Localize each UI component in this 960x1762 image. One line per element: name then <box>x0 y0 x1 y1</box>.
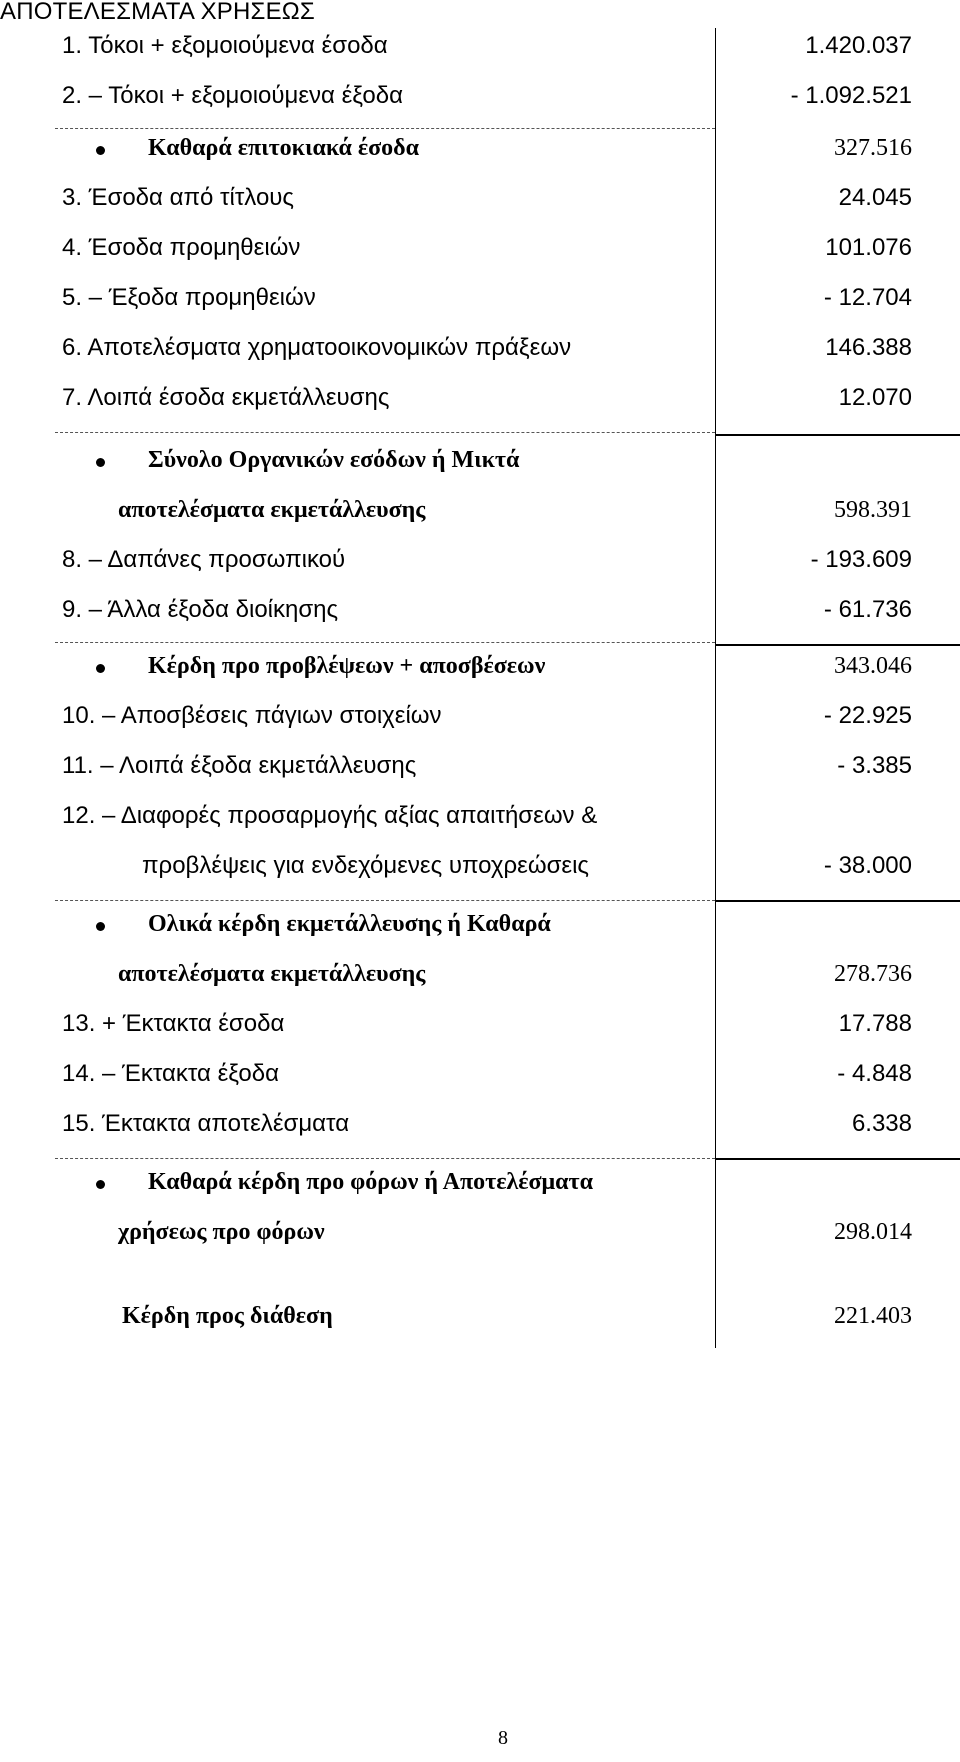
total-rule <box>715 1158 960 1160</box>
bullet-icon <box>96 922 105 931</box>
row-label: Κέρδη προς διάθεση <box>122 1303 333 1329</box>
page-title: ΑΠΟΤΕΛΕΣΜΑΤΑ ΧΡΗΣΕΩΣ <box>0 0 315 25</box>
row-label: 13. + Έκτακτα έσοδα <box>62 1010 285 1037</box>
statement-row <box>0 28 960 64</box>
statement-row <box>0 1106 960 1142</box>
row-label-continuation: χρήσεως προ φόρων <box>118 1219 325 1245</box>
row-label: 10. – Αποσβέσεις πάγιων στοιχείων <box>62 702 442 729</box>
row-label: 14. – Έκτακτα έξοδα <box>62 1060 279 1087</box>
statement-row <box>0 380 960 416</box>
statement-row <box>0 798 960 834</box>
row-label-continuation: αποτελέσματα εκμετάλλευσης <box>118 961 426 987</box>
row-value: 298.014 <box>834 1219 912 1245</box>
total-rule <box>715 644 960 646</box>
subtotal-row-continuation <box>0 1214 960 1250</box>
row-value: 146.388 <box>825 334 912 361</box>
row-value: 221.403 <box>834 1303 912 1329</box>
statement-row <box>0 1056 960 1092</box>
final-total-row <box>0 1298 960 1334</box>
row-label: 1. Τόκοι + εξομοιούμενα έσοδα <box>62 32 388 59</box>
statement-row <box>0 280 960 316</box>
statement-row <box>0 592 960 628</box>
statement-row <box>0 78 960 114</box>
subtotal-row <box>0 442 960 478</box>
row-label: 8. – Δαπάνες προσωπικού <box>62 546 346 573</box>
total-rule <box>715 434 960 436</box>
row-value: 24.045 <box>838 184 912 211</box>
row-label: Ολικά κέρδη εκμετάλλευσης ή Καθαρά <box>148 911 551 937</box>
subtotal-row <box>0 648 960 684</box>
bullet-icon <box>96 458 105 467</box>
subtotal-row-continuation <box>0 492 960 528</box>
row-label: Κέρδη προ προβλέψεων + αποσβέσεων <box>148 653 546 679</box>
statement-row-continuation <box>0 848 960 884</box>
row-value: 278.736 <box>834 961 912 987</box>
row-label: Καθαρά επιτοκιακά έσοδα <box>148 135 420 161</box>
row-value: - 22.925 <box>823 702 912 729</box>
row-label: 7. Λοιπά έσοδα εκμετάλλευσης <box>62 384 390 411</box>
row-label: Καθαρά κέρδη προ φόρων ή Αποτελέσματα <box>148 1169 594 1195</box>
total-rule <box>715 900 960 902</box>
statement-row <box>0 542 960 578</box>
row-value: 598.391 <box>834 497 912 523</box>
row-value: - 38.000 <box>823 852 912 879</box>
dashed-divider <box>55 1158 715 1159</box>
bullet-icon <box>96 664 105 673</box>
dashed-divider <box>55 128 715 129</box>
row-value: - 1.092.521 <box>790 82 912 109</box>
page-number: 8 <box>498 1727 508 1749</box>
row-value: 12.070 <box>838 384 912 411</box>
row-label: 12. – Διαφορές προσαρμογής αξίας απαιτήσεων & <box>62 802 598 829</box>
row-value: - 4.848 <box>837 1060 912 1087</box>
row-value: 1.420.037 <box>805 32 912 59</box>
statement-row <box>0 230 960 266</box>
row-label: Σύνολο Οργανικών εσόδων ή Μικτά <box>148 447 520 473</box>
statement-row <box>0 180 960 216</box>
column-divider <box>715 28 716 1348</box>
row-value: 17.788 <box>838 1010 912 1037</box>
row-label: 15. Έκτακτα αποτελέσματα <box>62 1110 350 1137</box>
statement-row <box>0 1006 960 1042</box>
subtotal-row-continuation <box>0 956 960 992</box>
dashed-divider <box>55 642 715 643</box>
row-value: - 193.609 <box>810 546 912 573</box>
statement-row <box>0 748 960 784</box>
bullet-icon <box>96 1180 105 1189</box>
row-label: 2. – Τόκοι + εξομοιούμενα έξοδα <box>62 82 403 109</box>
row-label: 3. Έσοδα από τίτλους <box>62 184 294 211</box>
row-label: 5. – Έξοδα προμηθειών <box>62 284 316 311</box>
subtotal-row <box>0 1164 960 1200</box>
row-label: 4. Έσοδα προμηθειών <box>62 234 301 261</box>
row-label: 6. Αποτελέσματα χρηματοοικονομικών πράξεων <box>62 334 572 361</box>
row-value: 101.076 <box>825 234 912 261</box>
subtotal-row <box>0 130 960 166</box>
row-value: - 3.385 <box>837 752 912 779</box>
statement-row <box>0 698 960 734</box>
row-label-continuation: αποτελέσματα εκμετάλλευσης <box>118 497 426 523</box>
row-value: 6.338 <box>851 1110 912 1137</box>
row-value: - 12.704 <box>823 284 912 311</box>
row-value: 327.516 <box>834 135 912 161</box>
row-value: 343.046 <box>834 653 912 679</box>
row-label-continuation: προβλέψεις για ενδεχόμενες υποχρεώσεις <box>142 852 589 879</box>
dashed-divider <box>55 432 715 433</box>
bullet-icon <box>96 146 105 155</box>
row-label: 9. – Άλλα έξοδα διοίκησης <box>62 596 339 623</box>
subtotal-row <box>0 906 960 942</box>
dashed-divider <box>55 900 715 901</box>
row-label: 11. – Λοιπά έξοδα εκμετάλλευσης <box>62 752 417 779</box>
statement-row <box>0 330 960 366</box>
row-value: - 61.736 <box>823 596 912 623</box>
